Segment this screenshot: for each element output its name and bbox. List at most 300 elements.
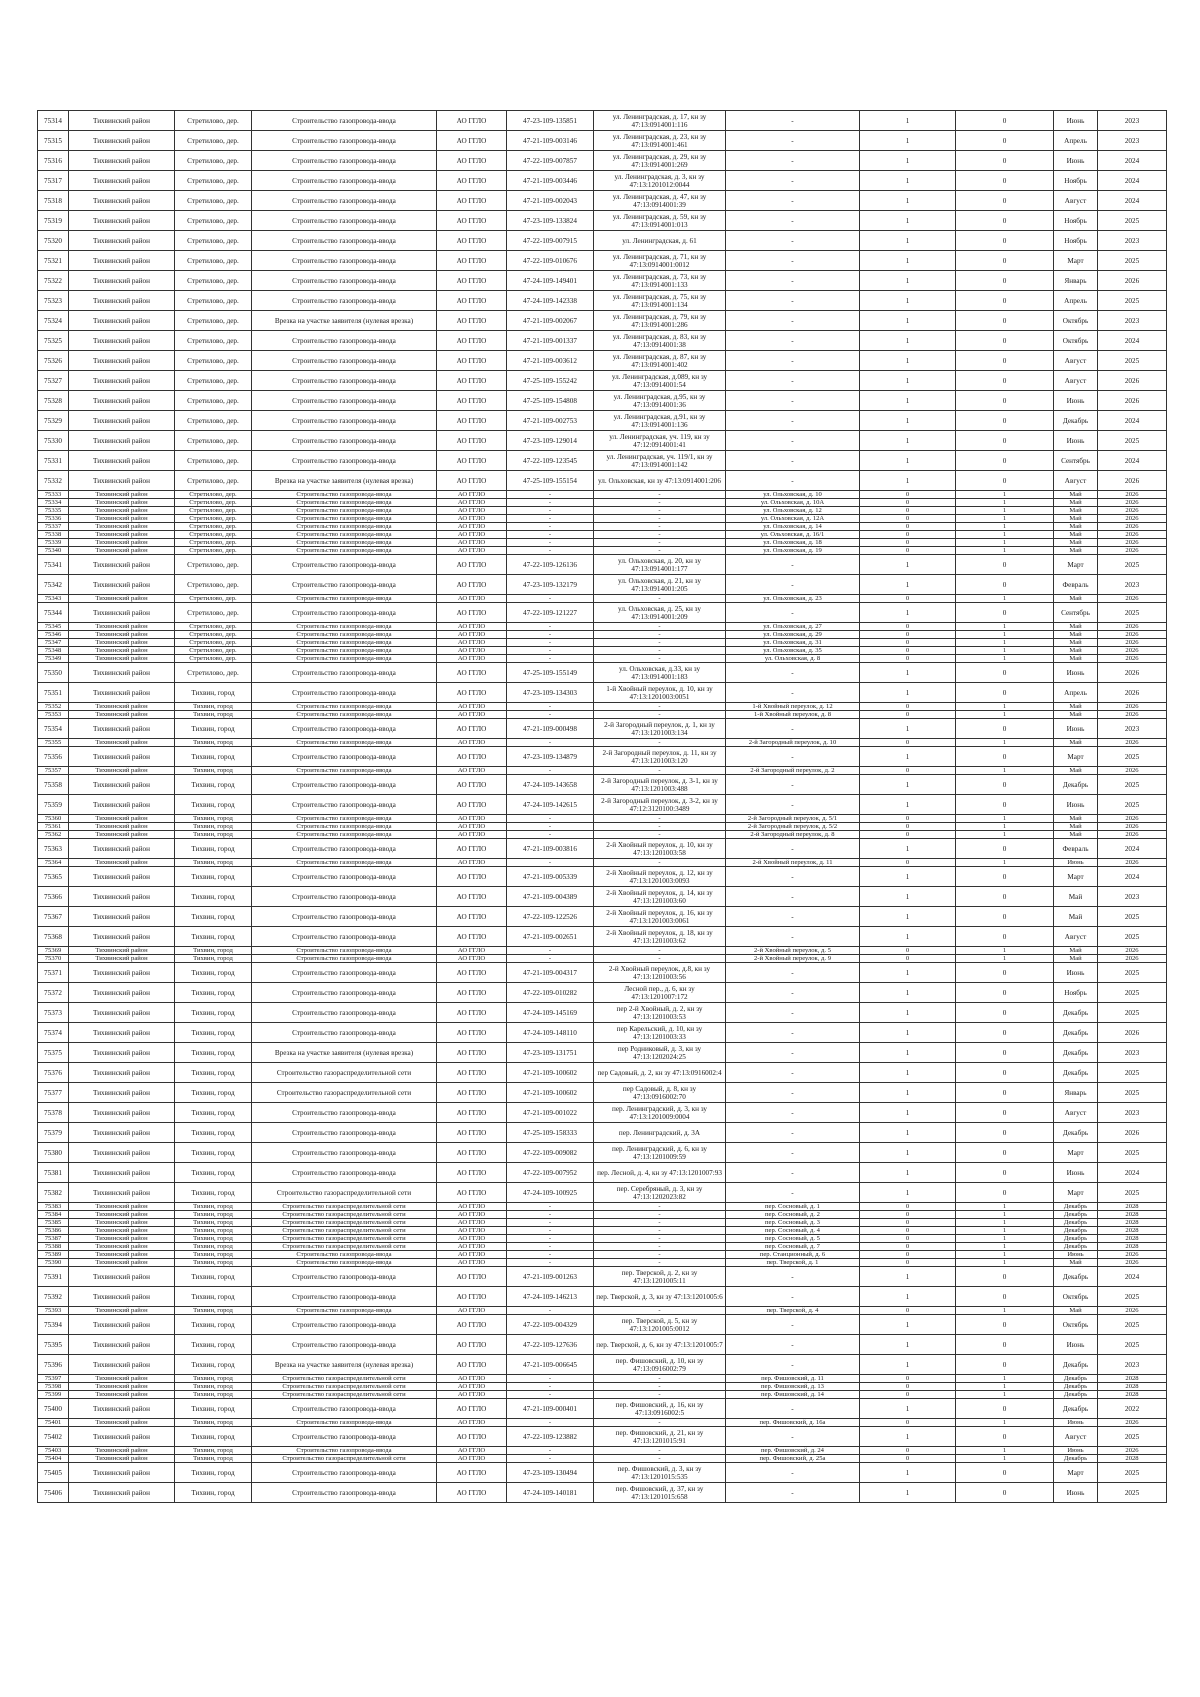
- qty-a-cell: 0: [860, 703, 956, 711]
- qty-a-cell: 0: [860, 1455, 956, 1463]
- qty-b-cell: 1: [956, 1391, 1054, 1399]
- qty-a-cell: 1: [860, 1163, 956, 1183]
- table-row: [38, 351, 1167, 371]
- table-row: [38, 1227, 1167, 1235]
- settlement-cell: Стретилово, дер.: [175, 151, 252, 171]
- work-type-cell: Врезка на участке заявителя (нулевая врезка): [252, 1043, 437, 1063]
- year-cell: 2026: [1098, 1419, 1167, 1427]
- qty-a-cell: 0: [860, 655, 956, 663]
- month-cell: Сентябрь: [1054, 451, 1098, 471]
- district-cell: Тихвинский район: [69, 823, 175, 831]
- company-cell: АО ГГЛО: [437, 603, 507, 623]
- row-id-cell: 75354: [38, 719, 69, 739]
- address-cell: -: [726, 1483, 860, 1503]
- address-cell: -: [726, 575, 860, 595]
- qty-b-cell: 1: [956, 523, 1054, 531]
- address-cell: ул. Ольховская, д. 14: [726, 523, 860, 531]
- contract-number-cell: 47-23-109-130494: [507, 1463, 594, 1483]
- qty-b-cell: 0: [956, 575, 1054, 595]
- month-cell: Декабрь: [1054, 1043, 1098, 1063]
- company-cell: АО ГГЛО: [437, 1383, 507, 1391]
- district-cell: Тихвинский район: [69, 151, 175, 171]
- row-id-cell: 75374: [38, 1023, 69, 1043]
- address-cell: -: [726, 191, 860, 211]
- year-cell: 2025: [1098, 1083, 1167, 1103]
- qty-b-cell: 0: [956, 311, 1054, 331]
- work-type-cell: Строительство газопровода-ввода: [252, 411, 437, 431]
- qty-a-cell: 0: [860, 1307, 956, 1315]
- settlement-cell: Тихвин, город: [175, 747, 252, 767]
- month-cell: Июнь: [1054, 795, 1098, 815]
- address-cell: -: [726, 663, 860, 683]
- work-type-cell: Строительство газопровода-ввода: [252, 839, 437, 859]
- company-cell: АО ГГЛО: [437, 867, 507, 887]
- table-row: [38, 507, 1167, 515]
- settlement-cell: Стретилово, дер.: [175, 251, 252, 271]
- table-row: [38, 1427, 1167, 1447]
- month-cell: Май: [1054, 711, 1098, 719]
- qty-b-cell: 1: [956, 1219, 1054, 1227]
- month-cell: Октябрь: [1054, 311, 1098, 331]
- address-cadastral-cell: ул. Ленинградская, уч. 119/1, кн зу 47:13:0914001:142: [594, 451, 726, 471]
- settlement-cell: Стретилово, дер.: [175, 471, 252, 491]
- table-row: [38, 739, 1167, 747]
- row-id-cell: 75322: [38, 271, 69, 291]
- table-row: [38, 719, 1167, 739]
- row-id-cell: 75336: [38, 515, 69, 523]
- work-type-cell: Строительство газопровода-ввода: [252, 983, 437, 1003]
- work-type-cell: Строительство газораспределительной сети: [252, 1227, 437, 1235]
- address-cadastral-cell: ул. Ленинградская, д. 87, кн зу 47:13:0914001:402: [594, 351, 726, 371]
- qty-b-cell: 0: [956, 663, 1054, 683]
- settlement-cell: Тихвин, город: [175, 1455, 252, 1463]
- contract-number-cell: 47-23-109-134303: [507, 683, 594, 703]
- year-cell: 2026: [1098, 703, 1167, 711]
- work-type-cell: Строительство газопровода-ввода: [252, 1307, 437, 1315]
- work-type-cell: Строительство газораспределительной сети: [252, 1183, 437, 1203]
- year-cell: 2028: [1098, 1375, 1167, 1383]
- row-id-cell: 75362: [38, 831, 69, 839]
- year-cell: 2026: [1098, 391, 1167, 411]
- settlement-cell: Стретилово, дер.: [175, 603, 252, 623]
- settlement-cell: Тихвин, город: [175, 1483, 252, 1503]
- qty-b-cell: 1: [956, 1419, 1054, 1427]
- contract-number-cell: 47-23-109-135851: [507, 111, 594, 131]
- settlement-cell: Тихвин, город: [175, 907, 252, 927]
- company-cell: АО ГГЛО: [437, 703, 507, 711]
- district-cell: Тихвинский район: [69, 1083, 175, 1103]
- work-type-cell: Строительство газопровода-ввода: [252, 639, 437, 647]
- work-type-cell: Строительство газопровода-ввода: [252, 1335, 437, 1355]
- company-cell: АО ГГЛО: [437, 331, 507, 351]
- month-cell: Май: [1054, 907, 1098, 927]
- address-cadastral-cell: -: [594, 831, 726, 839]
- table-row: [38, 947, 1167, 955]
- work-type-cell: Строительство газопровода-ввода: [252, 1259, 437, 1267]
- address-cadastral-cell: ул. Ольховская, д. 25, кн зу 47:13:0914001:209: [594, 603, 726, 623]
- settlement-cell: Тихвин, город: [175, 947, 252, 955]
- month-cell: Август: [1054, 1103, 1098, 1123]
- settlement-cell: Стретилово, дер.: [175, 311, 252, 331]
- table-row: [38, 451, 1167, 471]
- settlement-cell: Тихвин, город: [175, 963, 252, 983]
- address-cell: пер. Фишовский, д. 24: [726, 1447, 860, 1455]
- settlement-cell: Стретилово, дер.: [175, 647, 252, 655]
- table-row: [38, 1447, 1167, 1455]
- table-row: [38, 1043, 1167, 1063]
- qty-b-cell: 0: [956, 1287, 1054, 1307]
- qty-b-cell: 0: [956, 291, 1054, 311]
- year-cell: 2026: [1098, 507, 1167, 515]
- address-cadastral-cell: 1-й Хвойный переулок, д. 10, кн зу 47:13:1201003:0051: [594, 683, 726, 703]
- qty-a-cell: 1: [860, 1003, 956, 1023]
- year-cell: 2026: [1098, 1447, 1167, 1455]
- settlement-cell: Тихвин, город: [175, 839, 252, 859]
- qty-b-cell: 0: [956, 471, 1054, 491]
- settlement-cell: Тихвин, город: [175, 1227, 252, 1235]
- district-cell: Тихвинский район: [69, 795, 175, 815]
- company-cell: АО ГГЛО: [437, 1163, 507, 1183]
- company-cell: АО ГГЛО: [437, 927, 507, 947]
- table-row: [38, 1335, 1167, 1355]
- address-cell: -: [726, 1427, 860, 1447]
- row-id-cell: 75382: [38, 1183, 69, 1203]
- address-cell: -: [726, 683, 860, 703]
- table-row: [38, 291, 1167, 311]
- work-type-cell: Строительство газопровода-ввода: [252, 663, 437, 683]
- work-type-cell: Строительство газопровода-ввода: [252, 767, 437, 775]
- settlement-cell: Стретилово, дер.: [175, 499, 252, 507]
- district-cell: Тихвинский район: [69, 1259, 175, 1267]
- company-cell: АО ГГЛО: [437, 1023, 507, 1043]
- work-type-cell: Врезка на участке заявителя (нулевая врезка): [252, 311, 437, 331]
- qty-a-cell: 0: [860, 1243, 956, 1251]
- qty-a-cell: 1: [860, 963, 956, 983]
- district-cell: Тихвинский район: [69, 1063, 175, 1083]
- company-cell: АО ГГЛО: [437, 963, 507, 983]
- qty-b-cell: 1: [956, 767, 1054, 775]
- qty-b-cell: 1: [956, 547, 1054, 555]
- year-cell: 2024: [1098, 411, 1167, 431]
- address-cell: -: [726, 867, 860, 887]
- district-cell: Тихвинский район: [69, 947, 175, 955]
- work-type-cell: Строительство газопровода-ввода: [252, 171, 437, 191]
- district-cell: Тихвинский район: [69, 1267, 175, 1287]
- address-cadastral-cell: -: [594, 531, 726, 539]
- address-cell: -: [726, 1355, 860, 1375]
- table-row: [38, 839, 1167, 859]
- district-cell: Тихвинский район: [69, 1399, 175, 1419]
- qty-a-cell: 1: [860, 683, 956, 703]
- company-cell: АО ГГЛО: [437, 623, 507, 631]
- row-id-cell: 75323: [38, 291, 69, 311]
- work-type-cell: Строительство газопровода-ввода: [252, 831, 437, 839]
- contract-number-cell: 47-24-109-149401: [507, 271, 594, 291]
- address-cadastral-cell: пер. Фишовский, д. 10, кн зу 47:13:0916002:79: [594, 1355, 726, 1375]
- district-cell: Тихвинский район: [69, 1355, 175, 1375]
- district-cell: Тихвинский район: [69, 575, 175, 595]
- address-cell: ул. Ольховская, д. 23: [726, 595, 860, 603]
- work-type-cell: Строительство газопровода-ввода: [252, 1483, 437, 1503]
- qty-a-cell: 0: [860, 639, 956, 647]
- address-cadastral-cell: ул. Ленинградская, д. 23, кн зу 47:13:0914001:461: [594, 131, 726, 151]
- qty-b-cell: 0: [956, 907, 1054, 927]
- district-cell: Тихвинский район: [69, 1183, 175, 1203]
- district-cell: Тихвинский район: [69, 663, 175, 683]
- district-cell: Тихвинский район: [69, 623, 175, 631]
- row-id-cell: 75386: [38, 1227, 69, 1235]
- qty-b-cell: 0: [956, 1355, 1054, 1375]
- qty-b-cell: 0: [956, 1083, 1054, 1103]
- row-id-cell: 75347: [38, 639, 69, 647]
- contract-number-cell: 47-25-109-155242: [507, 371, 594, 391]
- table-row: [38, 1243, 1167, 1251]
- company-cell: АО ГГЛО: [437, 291, 507, 311]
- year-cell: 2024: [1098, 331, 1167, 351]
- district-cell: Тихвинский район: [69, 291, 175, 311]
- address-cadastral-cell: ул. Ольховская, д.33, кн зу 47:13:0914001:183: [594, 663, 726, 683]
- qty-a-cell: 1: [860, 211, 956, 231]
- table-row: [38, 595, 1167, 603]
- row-id-cell: 75351: [38, 683, 69, 703]
- address-cell: 1-й Хвойный переулок, д. 12: [726, 703, 860, 711]
- district-cell: Тихвинский район: [69, 683, 175, 703]
- settlement-cell: Стретилово, дер.: [175, 371, 252, 391]
- qty-a-cell: 0: [860, 491, 956, 499]
- row-id-cell: 75369: [38, 947, 69, 955]
- district-cell: Тихвинский район: [69, 1235, 175, 1243]
- table-row: [38, 663, 1167, 683]
- month-cell: Декабрь: [1054, 1375, 1098, 1383]
- qty-a-cell: 1: [860, 1287, 956, 1307]
- row-id-cell: 75332: [38, 471, 69, 491]
- contract-number-cell: -: [507, 955, 594, 963]
- district-cell: Тихвинский район: [69, 767, 175, 775]
- qty-b-cell: 1: [956, 947, 1054, 955]
- qty-a-cell: 1: [860, 1023, 956, 1043]
- address-cell: -: [726, 251, 860, 271]
- district-cell: Тихвинский район: [69, 1483, 175, 1503]
- address-cadastral-cell: пер 2-й Хвойный, д. 2, кн зу 47:13:1201003:53: [594, 1003, 726, 1023]
- table-row: [38, 1483, 1167, 1503]
- work-type-cell: Строительство газораспределительной сети: [252, 1455, 437, 1463]
- month-cell: Июнь: [1054, 111, 1098, 131]
- month-cell: Сентябрь: [1054, 603, 1098, 623]
- qty-b-cell: 1: [956, 539, 1054, 547]
- district-cell: Тихвинский район: [69, 1043, 175, 1063]
- district-cell: Тихвинский район: [69, 775, 175, 795]
- qty-a-cell: 0: [860, 1259, 956, 1267]
- qty-a-cell: 1: [860, 1043, 956, 1063]
- district-cell: Тихвинский район: [69, 815, 175, 823]
- address-cell: -: [726, 331, 860, 351]
- table-row: [38, 831, 1167, 839]
- table-row: [38, 471, 1167, 491]
- qty-b-cell: 0: [956, 351, 1054, 371]
- table-row: [38, 703, 1167, 711]
- table-row: [38, 927, 1167, 947]
- table-row: [38, 271, 1167, 291]
- address-cell: -: [726, 907, 860, 927]
- company-cell: АО ГГЛО: [437, 491, 507, 499]
- contract-number-cell: 47-22-109-121227: [507, 603, 594, 623]
- work-type-cell: Строительство газопровода-ввода: [252, 1143, 437, 1163]
- table-row: [38, 1123, 1167, 1143]
- month-cell: Июнь: [1054, 859, 1098, 867]
- work-type-cell: Строительство газопровода-ввода: [252, 523, 437, 531]
- qty-a-cell: 1: [860, 331, 956, 351]
- year-cell: 2026: [1098, 539, 1167, 547]
- year-cell: 2023: [1098, 1103, 1167, 1123]
- month-cell: Май: [1054, 823, 1098, 831]
- table-row: [38, 1003, 1167, 1023]
- qty-a-cell: 1: [860, 351, 956, 371]
- contract-number-cell: -: [507, 831, 594, 839]
- qty-a-cell: 0: [860, 595, 956, 603]
- month-cell: Ноябрь: [1054, 171, 1098, 191]
- company-cell: АО ГГЛО: [437, 1219, 507, 1227]
- work-type-cell: Строительство газопровода-ввода: [252, 391, 437, 411]
- address-cell: -: [726, 1315, 860, 1335]
- qty-b-cell: 1: [956, 1259, 1054, 1267]
- work-type-cell: Строительство газопровода-ввода: [252, 955, 437, 963]
- company-cell: АО ГГЛО: [437, 631, 507, 639]
- month-cell: Декабрь: [1054, 1243, 1098, 1251]
- table-row: [38, 823, 1167, 831]
- contract-number-cell: -: [507, 507, 594, 515]
- settlement-cell: Тихвин, город: [175, 815, 252, 823]
- qty-b-cell: 0: [956, 211, 1054, 231]
- address-cell: -: [726, 887, 860, 907]
- table-row: [38, 1219, 1167, 1227]
- qty-b-cell: 0: [956, 719, 1054, 739]
- qty-a-cell: 1: [860, 555, 956, 575]
- address-cell: -: [726, 471, 860, 491]
- district-cell: Тихвинский район: [69, 719, 175, 739]
- address-cell: -: [726, 1163, 860, 1183]
- company-cell: АО ГГЛО: [437, 211, 507, 231]
- table-row: [38, 631, 1167, 639]
- settlement-cell: Тихвин, город: [175, 1183, 252, 1203]
- address-cell: -: [726, 131, 860, 151]
- address-cell: -: [726, 271, 860, 291]
- address-cadastral-cell: -: [594, 1419, 726, 1427]
- contract-number-cell: 47-23-109-134879: [507, 747, 594, 767]
- table-row: [38, 887, 1167, 907]
- contract-number-cell: 47-23-109-129014: [507, 431, 594, 451]
- contract-number-cell: -: [507, 1391, 594, 1399]
- work-type-cell: Строительство газопровода-ввода: [252, 747, 437, 767]
- contract-number-cell: 47-24-109-148110: [507, 1023, 594, 1043]
- month-cell: Март: [1054, 555, 1098, 575]
- address-cadastral-cell: -: [594, 647, 726, 655]
- qty-a-cell: 0: [860, 947, 956, 955]
- contract-number-cell: -: [507, 499, 594, 507]
- row-id-cell: 75378: [38, 1103, 69, 1123]
- month-cell: Май: [1054, 547, 1098, 555]
- row-id-cell: 75364: [38, 859, 69, 867]
- table-row: [38, 547, 1167, 555]
- qty-a-cell: 1: [860, 451, 956, 471]
- row-id-cell: 75403: [38, 1447, 69, 1455]
- district-cell: Тихвинский район: [69, 1023, 175, 1043]
- address-cadastral-cell: -: [594, 1203, 726, 1211]
- qty-a-cell: 0: [860, 1251, 956, 1259]
- row-id-cell: 75355: [38, 739, 69, 747]
- address-cadastral-cell: пер. Фишовский, д. 16, кн зу 47:13:0916002:5: [594, 1399, 726, 1419]
- year-cell: 2028: [1098, 1219, 1167, 1227]
- settlement-cell: Тихвин, город: [175, 1307, 252, 1315]
- address-cadastral-cell: ул. Ленинградская, уч. 119, кн зу 47:12:0914001:41: [594, 431, 726, 451]
- district-cell: Тихвинский район: [69, 507, 175, 515]
- contract-number-cell: 47-21-109-003816: [507, 839, 594, 859]
- qty-a-cell: 1: [860, 1483, 956, 1503]
- year-cell: 2023: [1098, 1355, 1167, 1375]
- qty-b-cell: 0: [956, 683, 1054, 703]
- company-cell: АО ГГЛО: [437, 1203, 507, 1211]
- table-row: [38, 191, 1167, 211]
- qty-a-cell: 0: [860, 531, 956, 539]
- company-cell: АО ГГЛО: [437, 747, 507, 767]
- address-cadastral-cell: -: [594, 703, 726, 711]
- address-cadastral-cell: пер. Тверской, д. 3, кн зу 47:13:1201005:6: [594, 1287, 726, 1307]
- contract-number-cell: 47-23-109-132179: [507, 575, 594, 595]
- qty-b-cell: 0: [956, 1123, 1054, 1143]
- contract-number-cell: 47-21-109-004317: [507, 963, 594, 983]
- row-id-cell: 75344: [38, 603, 69, 623]
- row-id-cell: 75392: [38, 1287, 69, 1307]
- address-cadastral-cell: пер Садовый, д. 8, кн зу 47:13:0916002:70: [594, 1083, 726, 1103]
- address-cadastral-cell: 2-й Хвойный переулок, д. 18, кн зу 47:13:1201003:62: [594, 927, 726, 947]
- address-cell: 2-й Хвойный переулок, д. 11: [726, 859, 860, 867]
- table-row: [38, 1463, 1167, 1483]
- qty-a-cell: 0: [860, 1211, 956, 1219]
- contract-number-cell: 47-21-109-000498: [507, 719, 594, 739]
- address-cell: -: [726, 111, 860, 131]
- row-id-cell: 75384: [38, 1211, 69, 1219]
- address-cell: -: [726, 983, 860, 1003]
- qty-a-cell: 0: [860, 499, 956, 507]
- settlement-cell: Тихвин, город: [175, 1243, 252, 1251]
- qty-b-cell: 1: [956, 499, 1054, 507]
- settlement-cell: Тихвин, город: [175, 1003, 252, 1023]
- row-id-cell: 75319: [38, 211, 69, 231]
- contract-number-cell: -: [507, 859, 594, 867]
- qty-b-cell: 0: [956, 271, 1054, 291]
- contract-number-cell: 47-21-109-100602: [507, 1063, 594, 1083]
- district-cell: Тихвинский район: [69, 1243, 175, 1251]
- year-cell: 2026: [1098, 655, 1167, 663]
- contract-number-cell: -: [507, 1251, 594, 1259]
- district-cell: Тихвинский район: [69, 1383, 175, 1391]
- contract-number-cell: -: [507, 631, 594, 639]
- month-cell: Март: [1054, 1183, 1098, 1203]
- work-type-cell: Врезка на участке заявителя (нулевая врезка): [252, 1355, 437, 1375]
- address-cadastral-cell: ул. Ленинградская, д. 3, кн зу 47:13:1201012:0044: [594, 171, 726, 191]
- address-cadastral-cell: ул. Ленинградская, д.95, кн зу 47:13:0914001:36: [594, 391, 726, 411]
- qty-b-cell: 0: [956, 231, 1054, 251]
- year-cell: 2025: [1098, 555, 1167, 575]
- table-row: [38, 171, 1167, 191]
- qty-a-cell: 1: [860, 431, 956, 451]
- year-cell: 2023: [1098, 131, 1167, 151]
- settlement-cell: Стретилово, дер.: [175, 431, 252, 451]
- row-id-cell: 75357: [38, 767, 69, 775]
- address-cell: -: [726, 211, 860, 231]
- district-cell: Тихвинский район: [69, 211, 175, 231]
- month-cell: Декабрь: [1054, 1355, 1098, 1375]
- qty-b-cell: 1: [956, 1375, 1054, 1383]
